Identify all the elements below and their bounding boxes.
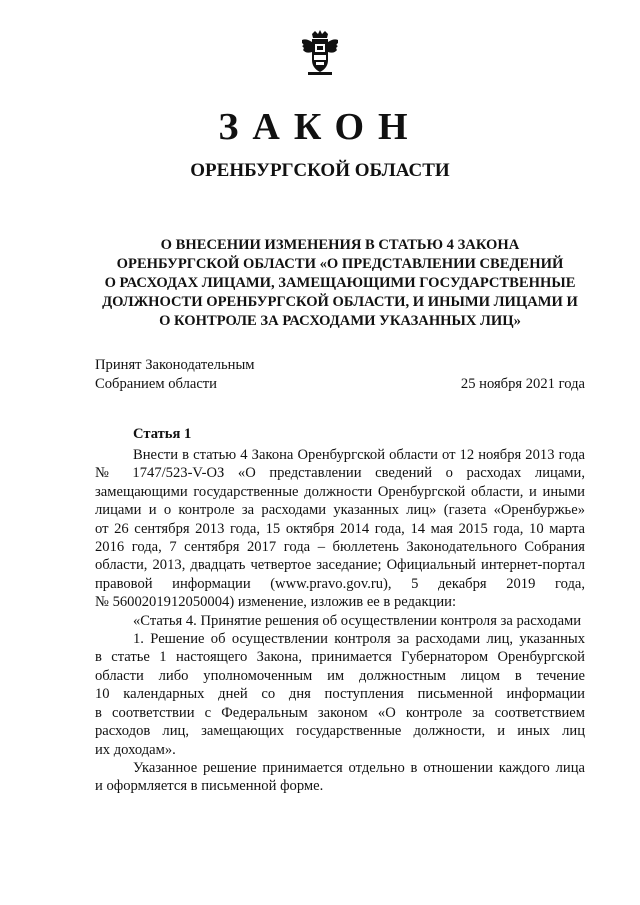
heading-line: О КОНТРОЛЕ ЗА РАСХОДАМИ УКАЗАННЫХ ЛИЦ»	[159, 313, 521, 329]
paragraph-line: от 26 сентября 2013 года, 15 октября 2014 года, 14 мая 2015 года, 10 марта	[95, 520, 585, 537]
adopted-by-line2: Собранием области	[95, 376, 217, 392]
paragraph-line: № 1747/523-V-ОЗ «О представлении сведений о расходах лицами,	[95, 465, 585, 482]
paragraph-line: в соответствии с Федеральным законом «О контроле за соответствием	[95, 704, 585, 721]
region-name: ОРЕНБУРГСКОЙ ОБЛАСТИ	[190, 160, 450, 181]
heading-line: О ВНЕСЕНИИ ИЗМЕНЕНИЯ В СТАТЬЮ 4 ЗАКОНА	[160, 237, 520, 253]
adoption-info	[95, 356, 254, 394]
paragraph-line: их доходам».	[95, 741, 176, 758]
paragraph	[95, 630, 585, 759]
paragraph-line: № 5600201912050004) изменение, изложив ее в редакции:	[95, 594, 457, 611]
heading-line: ОРЕНБУРГСКОЙ ОБЛАСТИ «О ПРЕДСТАВЛЕНИИ СВЕДЕНИЙ	[116, 256, 564, 272]
coat-of-arms-icon	[300, 30, 340, 76]
heading-line: ДОЛЖНОСТИ ОРЕНБУРГСКОЙ ОБЛАСТИ, И ИНЫМИ ЛИЦАМИ И	[102, 294, 578, 310]
paragraph	[95, 446, 585, 612]
paragraph-line: в статье 1 настоящего Закона, принимается Губернатором Оренбургской	[95, 649, 585, 666]
paragraph-line: 10 календарных дней со дня поступления письменной информации	[95, 686, 585, 703]
paragraph-line: замещающими государственные должности Оренбургской области, и иными	[95, 483, 585, 500]
paragraph-line: лицами и о контроле за расходами указанных лиц» (газета «Оренбуржье»	[95, 502, 585, 519]
paragraph-line: правовой информации (www.pravo.gov.ru), 5 декабря 2019 года,	[95, 575, 585, 592]
paragraph	[95, 759, 585, 796]
paragraph-line: Указанное решение принимается отдельно в отношении каждого лица	[133, 759, 585, 776]
paragraph-line: области либо уполномоченным им должностным лицом в течение	[95, 667, 585, 684]
paragraph-line: «Статья 4. Принятие решения об осуществлении контроля за расходами	[133, 612, 582, 629]
paragraph-line: и оформляется в письменной форме.	[95, 778, 324, 795]
paragraph-line: расходов лиц, замещающих государственные должности, и иных лиц	[95, 723, 585, 740]
paragraph-line: 1. Решение об осуществлении контроля за расходами лиц, указанных	[133, 631, 585, 648]
heading-line: О РАСХОДАХ ЛИЦАМИ, ЗАМЕЩАЮЩИМИ ГОСУДАРСТВЕННЫЕ	[104, 275, 576, 291]
document-title: ЗАКОН	[218, 106, 422, 148]
paragraph-line: 2016 года, 7 сентября 2017 года – бюллетень Законодательного Собрания	[95, 539, 585, 556]
article-body	[95, 446, 585, 796]
paragraph-line: области, 2013, двадцать четвертое заседание; Официальный интернет-портал	[95, 557, 585, 574]
paragraph-line: Внести в статью 4 Закона Оренбургской области от 12 ноября 2013 года	[133, 447, 585, 463]
paragraph	[95, 612, 585, 630]
adopted-by-line1: Принят Законодательным	[95, 357, 255, 373]
adoption-date: 25 ноября 2021 года	[460, 376, 585, 392]
law-heading	[95, 236, 585, 331]
article-title: Статья 1	[133, 426, 192, 442]
